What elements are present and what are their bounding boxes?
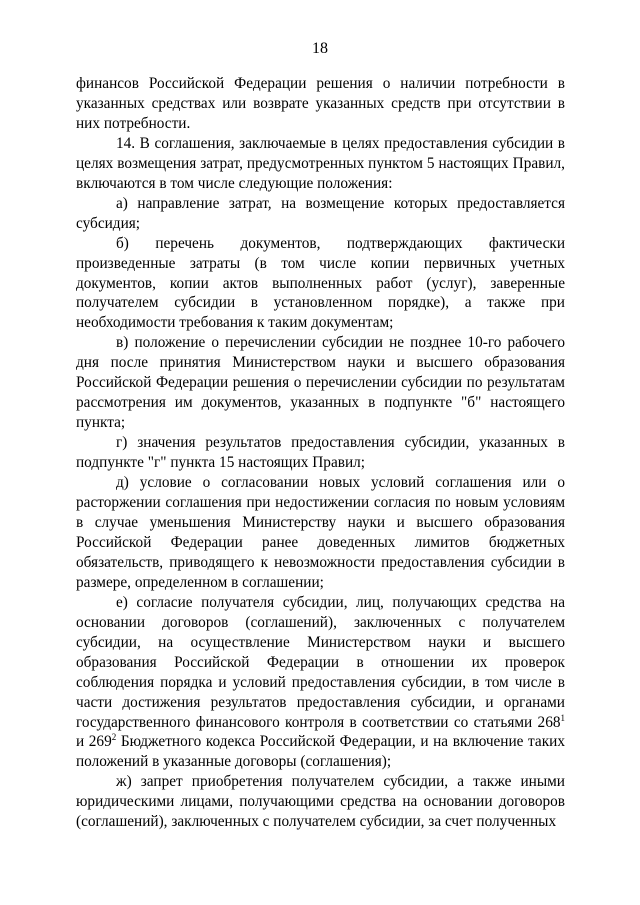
- paragraph-item-d: д) условие о согласовании новых условий соглашения или о расторжении соглашения при недостижении согласия по новым условиям в случае уменьшения Министерству науки и высшего образования Российской Федерации ранее доведенных лимитов бюджетных обязательств, приводящего к невозможности предоставления субсидии в размере, определенном в соглашении;: [76, 474, 565, 591]
- paragraph-item-g: г) значения результатов предоставления субсидии, указанных в подпункте "г" пункта 15 настоящих Правил;: [76, 434, 565, 472]
- paragraph-item-e: [76, 593, 565, 773]
- paragraph-item-e-text-after: Бюджетного кодекса Российской Федерации, и на включение таких положений в указанные договоры (соглашения);: [76, 733, 565, 771]
- paragraph-item-a: а) направление затрат, на возмещение которых предоставляется субсидия;: [76, 194, 565, 232]
- paragraph-continuation: финансов Российской Федерации решения о наличии потребности в указанных средствах или возврате указанных средств при отсутствии в них потребности.: [76, 75, 565, 132]
- superscript-1: 1: [560, 712, 565, 723]
- document-body: [76, 74, 565, 832]
- paragraph-item-e-text-middle: и 269: [76, 733, 112, 751]
- page-number: 18: [312, 40, 328, 57]
- paragraph-item-b: б) перечень документов, подтверждающих фактически произведенные затраты (в том числе копии первичных учетных документов, копии актов выполненных работ (услуг), заверенные получателем субсидии в установленном порядке), а также при необходимости требования к таким документам;: [76, 234, 565, 332]
- paragraph-item-zh: ж) запрет приобретения получателем субсидии, а также иными юридическими лицами, получающими средства на основании договоров (соглашений), заключенных с получателем субсидии, за счет полученных: [76, 773, 565, 831]
- paragraph-item-v: в) положение о перечислении субсидии не позднее 10-го рабочего дня после принятия Министерством науки и высшего образования Российской Федерации решения о перечислении субсидии по результатам рассмотрения им документов, указанных в подпункте "б" настоящего пункта;: [76, 334, 565, 432]
- superscript-2: 2: [111, 732, 117, 743]
- paragraph-item-e-text-before: е) согласие получателя субсидии, лиц, получающих средства на основании договоров (соглашений), заключенных с получателем субсидии, на осуществление Министерством науки и высшего образования Российской Федерации в отношении их проверок соблюдения порядка и условий предоставления субсидии, в том числе в части достижения результатов предоставления субсидии, и органами государственного финансового контроля в соответствии со статьями 268: [76, 593, 565, 731]
- paragraph-clause-14: 14. В соглашения, заключаемые в целях предоставления субсидии в целях возмещения затрат, предусмотренных пунктом 5 настоящих Правил, включаются в том числе следующие положения:: [76, 134, 565, 192]
